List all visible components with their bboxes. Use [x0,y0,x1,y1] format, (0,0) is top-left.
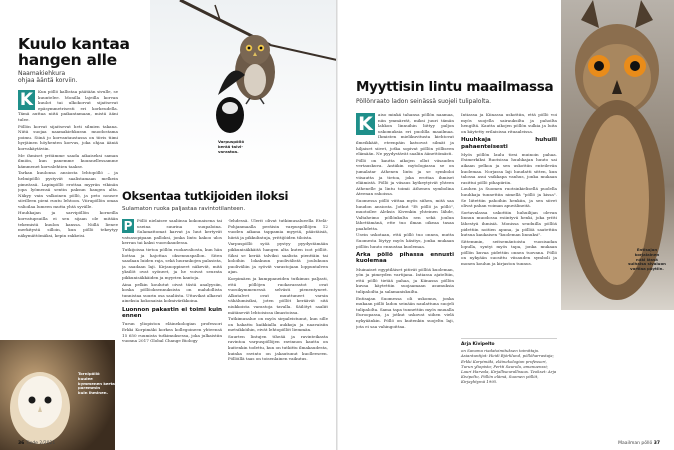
caption-line: vartiaa pöytiin. [630,266,664,272]
caption-line: Varpuspöllö [218,139,245,144]
paragraph: Usein uskotaan, että pöllö tuo onnea, mutta Suomesta löytyy myös käsitys, jonka mukaan pöllön huuto ennustaa kuolemaa. [356,232,454,249]
paragraph: Entisajan Suomessa oli uskomus, jonka mukaan pöllö ladon seinään naulattuna suojeli tulipalolta. Sama tapa tunnettiin myös muualla Euroopassa, ja jotkut uskovat siihen vielä nykyäänkin. Pöllö on kuitenkin suojeltu laji, jota ei saa vahingoittaa. [356,295,454,329]
paragraph: Pöllön korvat sijaitsevat heti silmien takana. Niitä suojaa naamakiehkuran muodostama poimu. Siinä jo korvantaustassa on tiivis tiimi hyrjäinen höyhenten korvus, joka ohjaa ääniä korvakäytäviin. [18,123,118,151]
folio-text: Tiede 2/2021 [25,441,56,446]
left-column-3 [228,218,328,440]
paragraph: Tarkan kuulonsa ansiosta lehtopöllö – ja helmipöllö pystyvät saalistamaan melkein pimeässä. Lapinpöllö erottaa myyrän vikinän jopa lyömensä sentin paksun hangen alta. Näkyy vain valkoinen pöllö, ja peto nousee siivilleen pieni ruutu lehtoon. Viirupöllön omaa valioilaa lumeen mutta yhtä syvälle. [18,170,118,209]
paragraph: Huuhkajan ja sarvipöllön korneilla korvatupsuilla ei sen sijaan ole mitään tekemistä kuulon kanssa. Niillä lienee merkitystä silloin, kun pöllö tekeytyy näkymättömäksi, kepin rakkeisi. [18,210,118,238]
caption-line: näki lässä [636,256,658,262]
caption-line: Entisajan [636,247,658,252]
right-folio [618,441,660,446]
left-deck-line1: Naamakiehkura [18,70,66,77]
caption-line: kerää talvi- [218,143,243,149]
paragraph: Tutkijoissa tietoa pöllön ruokavaliosta, kun hän liottaa ja hajottaa oksennuspallon. Siten saadaan luiden raja, sekä luurankojen palasista, ja saadaan laji. Kirjanoppineet näkevät, mitä yksilöt ovat syöneet, ja he voivat seurata pikkunisäkkäiden ja myyrien kantoja. [122,246,222,280]
caption-line: Tornipöllö [78,371,100,376]
drop-cap: P [123,219,133,233]
right-headline: Myyttisin lintu maailmassa [356,79,554,95]
author-text: on Sanoma riadatoimituksen toimittaja. Asiantuntijat: Heidi Björklund, pöllöharrastaja; Erkki Korpimäki, eläinekologian professori, Turun yliopisto; Pertti Saurola, amanuenssi; Lauri Harvala, Kirjalliseurallisuus. Teokset: Arja Kivipelto, Pöllön elämä, Suomen pöllöt, Kirjayhtymä 1995. [461,348,557,385]
caption-line: varastoa. [218,148,239,154]
paragraph: Aina pelkin koulutut oivat tästä analyysiin, koska pöllöoksennuksista on mahdollista tunnistaa suurin osa saaliista. Uttavikat alkavat aineksia kokonaisia kolmivärikkoina. [122,281,222,304]
owl-caption [218,140,258,154]
left-headline: Kuulo kantaa hangen alle [18,35,130,69]
left-column-2 [122,218,222,440]
drop-cap: K [19,90,34,110]
paragraph: Muinaiset egyptiläiset pitivät pöllöä kuoleman, yön ja pimeyden vartijana. Intiassa ajateltiin, että pöllö tietää pahaa, ja Kiinassa pöllön kuvaa käytettiin suojaamaan asumuksia tulipaloilta ja salamaniskuilta. [356,266,454,295]
paragraph: Korpimäen ja kumppaneiden tutkimus paljasti, että pöllöjen ruokavarastot ovat vuosikymmenessä selvästi pienentyneet. Alkutalvet ovat muuttuneet varsin vähälumisiksi, joten pöllöt keräävät sitä niukkoista varastoja tavalla. Säilötyt saaliit mätänevät lehtoisissa ilmastoissa. [228,275,328,315]
paragraph: Suurten lintujen tiheää ja ravinteikasta ravintoa varpuspöllöjen ravinnon kautta on kuitenkin todettu, kun on tutkittu ilmakaudesta, kuinka ravinto on jakautunut kuolleeseen. Pöllöillä taas on toisenlainen vaikutus. [228,333,328,362]
paragraph: Varpuspöllö syöä pystyy pyydystämään pikkunisäkkäitä hangen alta kuten isot pöllöt. Siksi se kerää talviksi saalista pienttäin tai koloihin lokakuun puolivälistä joulukuun puoliväliin ja syövät varastojaan loppuntalven ajan. [228,241,328,275]
paragraph: Louhen ja Suomen ruotsinkielisellä puolella huuhkaja tunnettiin nimellä "pöllö ja kissa". Se liitettiin pahoihin henkiin, ja sen siivet olivat pahan voiman apuvälineitä. [461,186,557,209]
eagle-owl-caption [623,248,671,272]
caption-line: kuin ihminen. [78,390,108,396]
paragraph: Pöllö on kautta aikojen ollut viisauden vertauskuva. Antiikin mytologiassa se on jumalatar Athenen lintu ja se symboloi viisautta ja tietoa, joka erottaa ihmiset eläimistä. Pöllö ja viisaus kytkeytyivät yhteen Athenelle ja lintu toimii Athenen symbolina Ateenan rahoissa. [356,157,454,197]
paragraph: Me ihmiset yritämme saada aikaiseksi saman ilmiön, kun panemme kuunnellessamme kämmenet korvalehtien taakse. [18,152,118,169]
left-folio [18,441,55,446]
paragraph: Pöllö nielaisee saaliinsa kokonaisena tai useina suurina suupaloina. Sulamattomat karvat ja luut kertyvät vatsasopipaan palloksi, jonka lintu kakoo ulos kerran tai kaksi vuorokaudessa. [122,218,222,246]
page-number: 37 [653,441,660,446]
right-column-1 [356,112,454,437]
paragraph: Intiassa ja Kiinassa uskottiin, että pöllö voi myös suojella sairauksilta ja pahoilta hengiltä. Kautta aikojen pöllön sulkia ja luita on käytetty erilaisissa rituaaleissa. [461,112,557,134]
subheading: Arka pöllö pihassa ennusti kuolemaa [356,252,454,265]
caption-line: kuulee [78,375,93,381]
drop-cap: K [356,113,375,135]
right-page [337,0,674,450]
left-column-1 [18,89,118,339]
author-name: Arja Kivipelto [461,342,495,347]
paragraph: Sortavalassa uskottiin huhuilijan olevan linnun muodossa esiintyvä henki, joka yritti lähestyä ihmisiä. Monissa seuduilla pöllöä pidettiin noitien apuna, ja pöllöä saatettiin kutsua kaukaisen "kuoleman linnuksi". [461,209,557,238]
caption-line: paremmin [78,385,101,391]
author-box [461,338,557,385]
paragraph: Tutkimusalue on myös sirpaleistunut, kun sille on hakattu kaikkialla aukkoja ja naavaisiin metsikköihin, eivät lehtopöllöt liemmän. [228,316,328,333]
caption-line: sulhaisa sivaluon [628,261,666,267]
left-deck-2: Sulamaton ruoka paljastaa ravintotilanteen. [122,206,246,212]
folio-text: Maailman pöllö [618,441,653,446]
paragraph: aiso minkä tahansa pöllön naamaa, niin ymmärrät, miksi juuri tämän lahkon linnuihin liittyy paljon uskomuksia eri puolilla maailmaa. Ihmisten mielikuvitusta kiehtovat ilmeikkäät, eteenpäin katsovat silmät ja hiljaiset siivet, jotka sopivat pöllön yölliseen elämään. Ne pyydystävät saaliin äänettömästi. [356,112,454,157]
subheading: Luonnon pakastin ei toimi kuin ennen [122,306,222,320]
caption-line: korjaiainen [634,251,660,257]
paragraph: Suomessa pöllö viittaa myös siihen, mitä saa huudon ansiosta. Jotkut "Et pöllö ja pöllö", muotoilee Aleksis Kivenkin yhteinen lähde, Valtaheimo pöllönkulta sen sekä joulun lähettämänä, ette tuo ilman oikeaa tasaa paahdetta. [356,197,454,231]
paragraph: -lehdessä. Ulerit olivat tutkimusalueella Etelä-Pohjanmaalla peräisin varpuspöllöjen 12 vuoden aikana tappamia myyriä, päästäisiä, hiiriä ja pikkulintuja, yrittijöiden tiloista. [228,218,328,240]
left-deck-line2: ohjaa ääntä korviin. [18,77,78,84]
barn-owl-caption [78,372,118,396]
paragraph: Myös pöllön laulu tiesi muinoin pahaa. Esimerkiksi Ruotsissa huuhkajan huuto sai aikaan pelkoa ja sen uskottiin enteilevän kuolemaa. Norjassa laji huudatti sitten, kun talossa asui vaikkapa vanhus, jonka mukaan rasittui pöllö pihapiiriin. [461,151,557,185]
paragraph: Sittemmin, seitsemäntoista vuosisadan lopulla, syntyi myös tapa, jonka mukaan pöllön kuvaa pidettiin onnea tuovana. Pöllö on nykyään suosittu viisauden symboli ja monen koulun ja kirjaston tunnus. [461,238,557,267]
paragraph: Turun yliopiston eläinekologian professori Erkki Korpimäki korkea kollegoineen yhteensä 15 650 ruumista tutkimuksessa, joka julkaistiin vuonna 2017 Global Change Biology [122,321,222,344]
page-number: 36 [18,441,25,446]
paragraph: Kun pöllö kallistaa päätään sivulle, se kuuntelee. Monilla lajeilla korvan kuulot tai ulkokorvat sijaitsevat epäsymmetrisesti eri korkeudella. Tämä auttaa niitä paikantamaan, mistä ääni tulee. [18,89,118,122]
left-headline-2: Oksentaa tutkijoiden iloksi [122,189,289,203]
left-deck [18,70,78,84]
right-column-2 [461,112,557,330]
subheading: Huuhkaja huhuili pahaenteisesti [461,137,557,150]
right-deck: Pöllönraato ladon seinässä suojeli tulipalolta. [356,98,492,105]
caption-line: kymmenen kertaa [78,380,118,386]
